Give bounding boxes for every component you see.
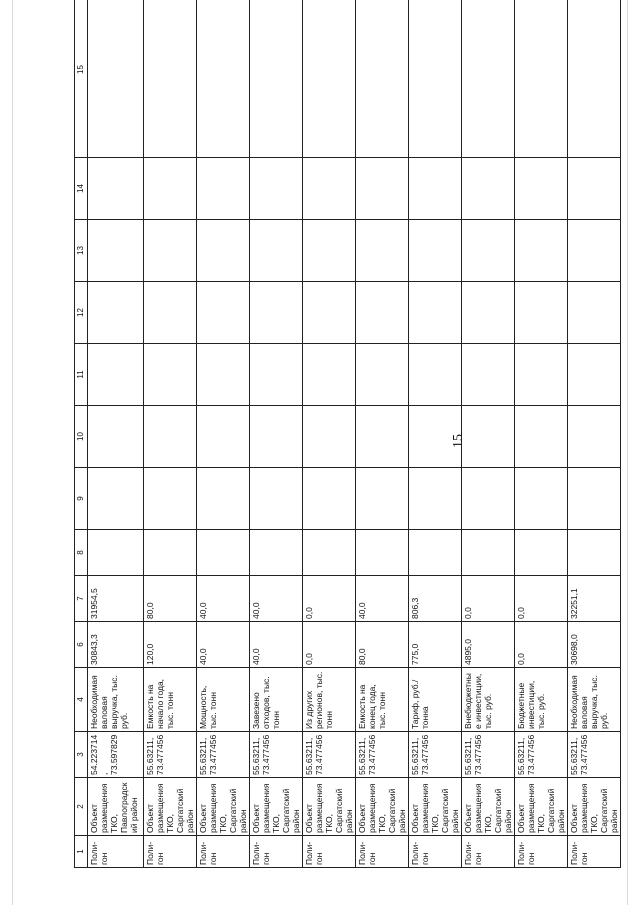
table-cell: 40,0: [250, 576, 303, 622]
table-cell: [303, 406, 356, 468]
table-cell: [409, 0, 462, 158]
table-cell: 55.63211, 73.477456: [356, 732, 409, 778]
table-cell: [568, 406, 621, 468]
table-cell: 55.63211, 73.477456: [144, 732, 197, 778]
table-cell: Объект размещения ТКО, Саргатский район: [356, 778, 409, 836]
table-cell: 55.63211, 73.477456: [303, 732, 356, 778]
table-cell: [144, 158, 197, 220]
table-cell: Необходимая валовая выручка, тыс. руб.: [568, 668, 621, 732]
table-cell: [409, 282, 462, 344]
table-cell: [462, 282, 515, 344]
table-cell: 775,0: [409, 622, 462, 668]
header-cell: 9: [75, 468, 88, 530]
table-cell: 806,3: [409, 576, 462, 622]
table-cell: [88, 282, 144, 344]
table-cell: [462, 406, 515, 468]
table-cell: [409, 158, 462, 220]
table-cell: [515, 282, 568, 344]
header-cell: 15: [75, 0, 88, 158]
table-cell: Объект размещения ТКО, Саргатский район: [250, 778, 303, 836]
table-cell: [250, 406, 303, 468]
table-cell: [250, 468, 303, 530]
table-cell: Мощность, тыс. тонн: [197, 668, 250, 732]
table-cell: [515, 530, 568, 576]
table-cell: 120,0: [144, 622, 197, 668]
table-cell: Завезено отходов, тыс. тонн: [250, 668, 303, 732]
table-cell: [356, 158, 409, 220]
table-cell: 0,0: [515, 622, 568, 668]
table-cell: [568, 0, 621, 158]
table-cell: 0,0: [515, 576, 568, 622]
table-cell: [88, 468, 144, 530]
table-cell: [515, 406, 568, 468]
header-cell: 10: [75, 406, 88, 468]
table-cell: [144, 530, 197, 576]
table-cell: [144, 406, 197, 468]
table-cell: Поли-гон: [409, 836, 462, 868]
header-cell: 3: [75, 732, 88, 778]
table-cell: [88, 158, 144, 220]
header-cell: 14: [75, 158, 88, 220]
table-cell: Из других регионов, тыс. тонн: [303, 668, 356, 732]
table-cell: [197, 468, 250, 530]
table-cell: Объект размещения ТКО, Саргатский район: [303, 778, 356, 836]
table-cell: [88, 406, 144, 468]
table-cell: 55.63211, 73.477456: [250, 732, 303, 778]
table-cell: [409, 468, 462, 530]
table-cell: Поли-гон: [356, 836, 409, 868]
table-cell: Поли-гон: [197, 836, 250, 868]
table-cell: [303, 282, 356, 344]
header-cell: 7: [75, 576, 88, 622]
header-cell: 4: [75, 668, 88, 732]
table-row: [568, 0, 621, 868]
header-cell: 12: [75, 282, 88, 344]
rotated-table-wrapper: [74, 22, 619, 868]
header-cell: 2: [75, 778, 88, 836]
table-cell: [144, 344, 197, 406]
table-row: [462, 0, 515, 868]
table-row: [144, 0, 197, 868]
table-cell: 40,0: [356, 576, 409, 622]
header-cell: 13: [75, 220, 88, 282]
table-row: [303, 0, 356, 868]
table-cell: Поли-гон: [568, 836, 621, 868]
table-cell: [356, 530, 409, 576]
table-cell: Бюджетные инвестиции, тыс. руб.: [515, 668, 568, 732]
header-cell: 1: [75, 836, 88, 868]
table-cell: [197, 158, 250, 220]
table-cell: Поли-гон: [250, 836, 303, 868]
table-cell: 31954,5: [88, 576, 144, 622]
table-cell: [568, 158, 621, 220]
table-cell: Объект размещения ТКО, Саргатский район: [144, 778, 197, 836]
table-cell: [409, 344, 462, 406]
table-cell: [250, 0, 303, 158]
table-cell: [356, 0, 409, 158]
table-cell: Поли-гон: [303, 836, 356, 868]
header-cell: 6: [75, 622, 88, 668]
table-cell: 4895,0: [462, 622, 515, 668]
table-cell: [409, 220, 462, 282]
table-cell: [303, 344, 356, 406]
table-cell: [356, 406, 409, 468]
table-cell: Объект размещения ТКО, Саргатский район: [515, 778, 568, 836]
table-row: [515, 0, 568, 868]
table-row: [250, 0, 303, 868]
table-cell: [515, 158, 568, 220]
table-cell: 80,0: [144, 576, 197, 622]
table-cell: [568, 344, 621, 406]
table-cell: Тариф, руб./тонна: [409, 668, 462, 732]
table-cell: Емкость на начало года, тыс. тонн: [144, 668, 197, 732]
table-cell: [568, 220, 621, 282]
table-cell: Внебюджетные инвестиции, тыс. руб.: [462, 668, 515, 732]
table-cell: [303, 158, 356, 220]
table-row: [356, 0, 409, 868]
table-cell: [356, 468, 409, 530]
table-cell: Необходимая валовая выручка, тыс. руб.: [88, 668, 144, 732]
table-cell: [303, 530, 356, 576]
scan-edge-right: [627, 0, 628, 905]
scan-edge-left: [12, 0, 13, 905]
table-cell: [515, 220, 568, 282]
table-cell: [250, 158, 303, 220]
table-row: [88, 0, 144, 868]
table-cell: 55.63211, 73.477456: [568, 732, 621, 778]
data-table: [74, 0, 621, 868]
table-cell: [462, 220, 515, 282]
table-cell: [197, 530, 250, 576]
table-cell: [197, 220, 250, 282]
table-cell: Поли-гон: [515, 836, 568, 868]
table-cell: 40,0: [197, 576, 250, 622]
table-cell: [462, 158, 515, 220]
table-cell: [144, 468, 197, 530]
table-cell: [568, 530, 621, 576]
table-cell: [250, 344, 303, 406]
table-cell: Объект размещения ТКО, Саргатский район: [197, 778, 250, 836]
table-cell: [197, 344, 250, 406]
table-cell: [462, 344, 515, 406]
table-cell: [197, 0, 250, 158]
table-cell: 0,0: [462, 576, 515, 622]
table-cell: [356, 344, 409, 406]
table-cell: [568, 468, 621, 530]
table-cell: 55.63211, 73.477456: [462, 732, 515, 778]
header-cell: 8: [75, 530, 88, 576]
table-cell: [462, 0, 515, 158]
table-cell: [515, 344, 568, 406]
table-cell: 0,0: [303, 622, 356, 668]
table-cell: Объект размещения ТКО, Саргатский район: [409, 778, 462, 836]
table-cell: Поли-гон: [462, 836, 515, 868]
table-cell: [88, 530, 144, 576]
table-cell: 80,0: [356, 622, 409, 668]
table-cell: [144, 282, 197, 344]
table-cell: [303, 468, 356, 530]
table-cell: Поли-гон: [144, 836, 197, 868]
table-cell: 54.223714, 73.597829: [88, 732, 144, 778]
table-cell: [197, 282, 250, 344]
table-cell: [88, 220, 144, 282]
table-cell: [462, 530, 515, 576]
table-row: [409, 0, 462, 868]
table-cell: 55.63211, 73.477456: [515, 732, 568, 778]
table-cell: 55.63211, 73.477456: [409, 732, 462, 778]
table-cell: [409, 530, 462, 576]
header-row: [75, 0, 88, 868]
table-cell: [88, 344, 144, 406]
table-cell: [197, 406, 250, 468]
table-cell: [409, 406, 462, 468]
table-cell: [144, 220, 197, 282]
table-cell: [515, 468, 568, 530]
table-cell: [568, 282, 621, 344]
table-cell: [250, 282, 303, 344]
table-cell: [462, 468, 515, 530]
table-cell: 30698,0: [568, 622, 621, 668]
table-cell: 40,0: [250, 622, 303, 668]
table-cell: Емкость на конец года, тыс. тонн: [356, 668, 409, 732]
table-cell: [250, 220, 303, 282]
page-number: 15: [451, 434, 466, 448]
table-cell: [144, 0, 197, 158]
table-cell: 55.63211, 73.477456: [197, 732, 250, 778]
table-cell: 32251,1: [568, 576, 621, 622]
table-cell: [303, 0, 356, 158]
table-cell: [303, 220, 356, 282]
table-cell: [356, 220, 409, 282]
table-cell: [88, 0, 144, 158]
table-cell: Поли-гон: [88, 836, 144, 868]
table-cell: 0,0: [303, 576, 356, 622]
table-cell: [515, 0, 568, 158]
header-cell: 11: [75, 344, 88, 406]
table-cell: Объект размещения ТКО, Саргатский район: [568, 778, 621, 836]
table-cell: Объект размещения ТКО, Саргатский район: [462, 778, 515, 836]
table-cell: 30843,3: [88, 622, 144, 668]
table-cell: [250, 530, 303, 576]
table-cell: [356, 282, 409, 344]
table-cell: 40,0: [197, 622, 250, 668]
table-cell: Объект размещения ТКО, Павлоградский район: [88, 778, 144, 836]
table-row: [197, 0, 250, 868]
